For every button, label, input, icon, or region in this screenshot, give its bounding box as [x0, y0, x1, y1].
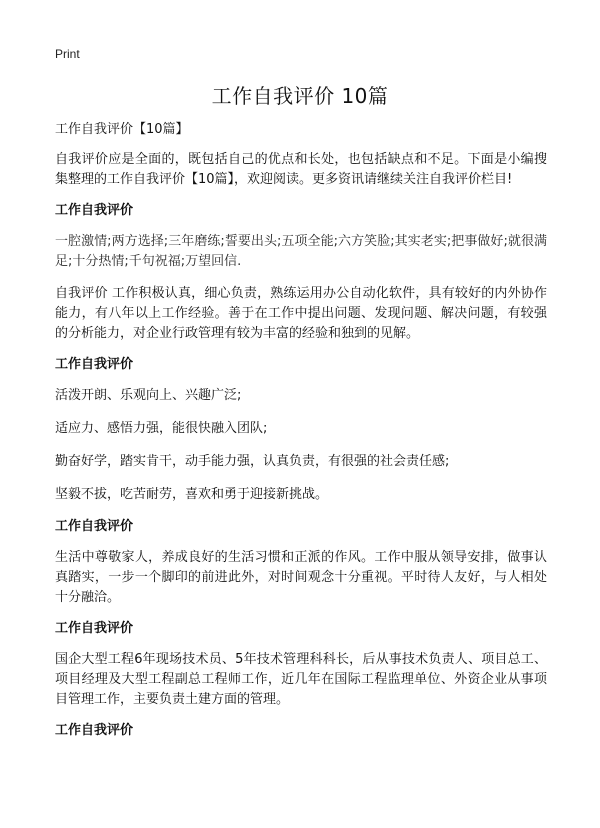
section-paragraph: 生活中尊敬家人，养成良好的生活习惯和正派的作风。工作中服从领导安排，做事认真踏实，一步一个脚印的前进此外，对时间观念十分重视。平时待人友好，与人相处十分融洽。 [55, 550, 547, 605]
document-body [55, 121, 547, 752]
print-label[interactable]: Print [55, 47, 80, 61]
section-heading: 工作自我评价 [55, 203, 134, 218]
section-paragraph: 自我评价 工作积极认真，细心负责，熟练运用办公自动化软件，具有较好的内外协作能力，有八年以上工作经验。善于在工作中提出问题、发现问题、解决问题，有较强的分析能力，对企业行政管理有较为丰富的经验和独到的见解。 [55, 286, 547, 341]
section-heading: 工作自我评价 [55, 621, 134, 636]
section-paragraph: 坚毅不拔，吃苦耐劳，喜欢和勇于迎接新挑战。 [55, 487, 329, 502]
document-title: 工作自我评价 10篇 [211, 84, 389, 108]
section-paragraph: 一腔激情;两方选择;三年磨练;誓要出头;五项全能;六方笑脸;其实老实;把事做好;就很满足;十分热情;千句祝福;万望回信. [55, 234, 547, 269]
section-paragraph: 国企大型工程6年现场技术员、5年技术管理科科长，后从事技术负责人、项目总工、项目经理及大型工程副总工程师工作，近几年在国际工程监理单位、外资企业从事项目管理工作，主要负责土建方面的管理。 [55, 652, 547, 707]
section-paragraph: 勤奋好学，踏实肯干，动手能力强，认真负责，有很强的社会责任感; [55, 454, 450, 469]
section-paragraph: 活泼开朗、乐观向上、兴趣广泛; [55, 388, 242, 403]
section-heading: 工作自我评价 [55, 357, 134, 372]
document-subtitle: 工作自我评价【10篇】 [55, 122, 189, 137]
section-heading: 工作自我评价 [55, 519, 134, 534]
intro-paragraph: 自我评价应是全面的，既包括自己的优点和长处，也包括缺点和不足。下面是小编搜集整理的工作自我评价【10篇】，欢迎阅读。更多资讯请继续关注自我评价栏目! [55, 152, 547, 187]
section-heading: 工作自我评价 [55, 723, 134, 738]
section-paragraph: 适应力、感悟力强，能很快融入团队; [55, 421, 268, 436]
